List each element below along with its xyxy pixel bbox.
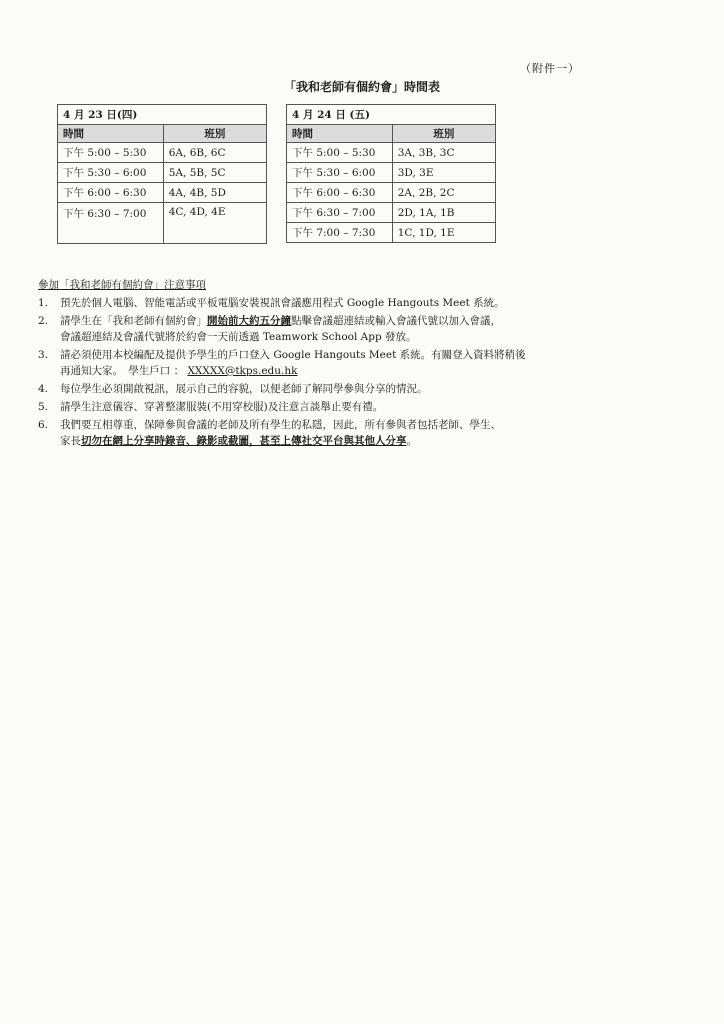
class-cell: 2A, 2B, 2C: [392, 183, 495, 203]
note-body: [60, 347, 678, 379]
page-title: 「我和老師有個約會」時間表: [283, 80, 440, 94]
note-text: 我們要互相尊重，保障參與會議的老師及所有學生的私隱，因此，所有參與者包括老師、學生、: [60, 419, 501, 431]
time-cell: 下午 6:00 – 6:30: [58, 183, 164, 203]
note-item: [38, 347, 678, 379]
class-cell: 5A, 5B, 5C: [163, 163, 266, 183]
note-number: 6.: [38, 419, 49, 431]
note-text: 再通知大家。 學生戶口 ：: [60, 365, 185, 377]
note-text: 預先於個人電腦、智能電話或平板電腦安裝視訊會議應用程式 Google Hangouts Meet 系統。: [60, 297, 505, 309]
time-cell: 下午 5:00 – 5:30: [58, 143, 164, 163]
note-emphasis: 開始前大約五分鐘: [207, 315, 291, 327]
table-row: [287, 143, 496, 163]
note-item: [38, 417, 678, 449]
time-cell: 下午 6:30 – 7:00: [58, 203, 164, 244]
note-number: 3.: [38, 349, 49, 361]
table-date: 4 月 24 日 (五): [287, 105, 496, 125]
table-row: [58, 203, 267, 244]
note-item: [38, 381, 678, 397]
column-header-time: 時間: [287, 125, 393, 143]
notes-section: [38, 277, 678, 451]
note-number: 2.: [38, 315, 49, 327]
time-cell: 下午 7:00 – 7:30: [287, 223, 393, 243]
note-item: [38, 313, 678, 345]
table-row: [287, 203, 496, 223]
table-row: [287, 183, 496, 203]
time-cell: 下午 6:30 – 7:00: [287, 203, 393, 223]
note-text: 家長: [60, 435, 81, 447]
student-account-email: XXXXX@tkps.edu.hk: [187, 365, 298, 377]
class-cell: 6A, 6B, 6C: [163, 143, 266, 163]
note-emphasis: 切勿在網上分享時錄音、錄影或截圖，甚至上傳社交平台與其他人分享: [81, 435, 407, 447]
column-header-class: 班別: [392, 125, 495, 143]
table-row: [287, 163, 496, 183]
note-text: 。: [406, 435, 417, 447]
class-cell: 3A, 3B, 3C: [392, 143, 495, 163]
notes-title: 參加「我和老師有個約會」注意事項: [38, 279, 206, 291]
note-number: 1.: [38, 297, 49, 309]
class-cell: 2D, 1A, 1B: [392, 203, 495, 223]
note-text: 請學生在「我和老師有個約會」: [60, 315, 207, 327]
table-row: [58, 183, 267, 203]
time-cell: 下午 5:30 – 6:00: [58, 163, 164, 183]
class-cell: 4A, 4B, 5D: [163, 183, 266, 203]
table-row: [58, 143, 267, 163]
note-text: 每位學生必須開啟視訊，展示自己的容貌，以便老師了解同學參與分享的情況。: [60, 383, 428, 395]
column-header-time: 時間: [58, 125, 164, 143]
note-item: [38, 295, 678, 311]
note-number: 4.: [38, 383, 49, 395]
note-text: 點擊會議超連結或輸入會議代號以加入會議，: [291, 315, 501, 327]
note-text: 會議超連結及會議代號將於約會一天前透過 Teamwork School App 發放。: [60, 331, 417, 343]
time-cell: 下午 5:00 – 5:30: [287, 143, 393, 163]
note-body: [60, 417, 678, 449]
class-cell: 4C, 4D, 4E: [163, 203, 266, 244]
note-number: 5.: [38, 401, 49, 413]
note-text: 請學生注意儀容、穿著整潔服裝(不用穿校服)及注意言談舉止要有禮。: [60, 401, 384, 413]
class-cell: 1C, 1D, 1E: [392, 223, 495, 243]
note-item: [38, 399, 678, 415]
column-header-class: 班別: [163, 125, 266, 143]
table-row: [58, 163, 267, 183]
note-text: 請必須使用本校編配及提供予學生的戶口登入 Google Hangouts Meet 系統。有關登入資料將稍後: [60, 349, 526, 361]
schedule-table-apr23: [57, 104, 267, 244]
table-row: [287, 223, 496, 243]
schedule-table-apr24: [286, 104, 496, 243]
table-date: 4 月 23 日(四): [58, 105, 267, 125]
note-body: [60, 313, 678, 345]
class-cell: 3D, 3E: [392, 163, 495, 183]
time-cell: 下午 5:30 – 6:00: [287, 163, 393, 183]
annex-label: （附件一）: [520, 62, 580, 75]
time-cell: 下午 6:00 – 6:30: [287, 183, 393, 203]
